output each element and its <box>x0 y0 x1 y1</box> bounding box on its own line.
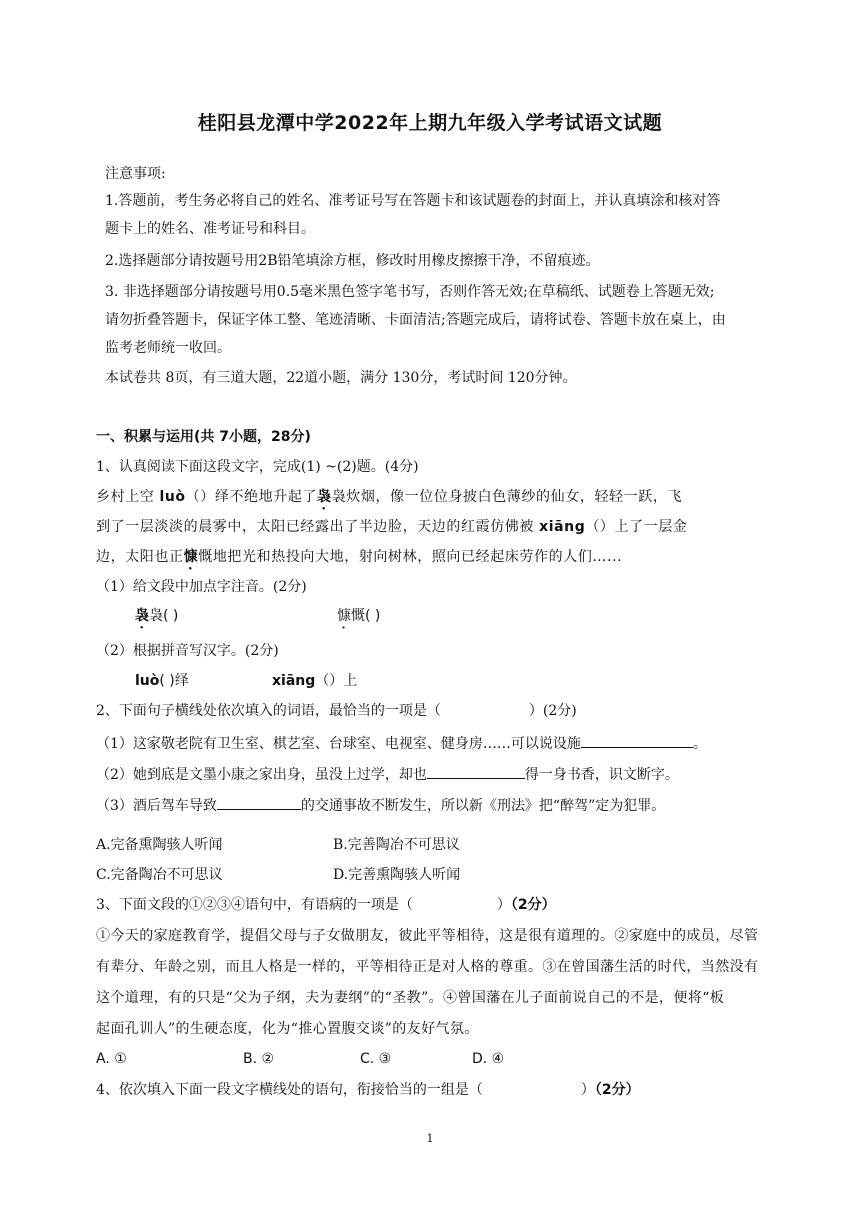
q2-sentence-text: 得一身书香，识文断字。 <box>524 767 679 783</box>
q3-option-c: C. ③ <box>360 1051 392 1067</box>
dotted-char: 慷 <box>337 608 351 624</box>
q3-passage-line-3: 这个道理，有的只是“父为子纲，夫为妻纲”的“圣教”。④曾国藩在儿子面前说自己的不是，便将“板 <box>96 990 725 1006</box>
q4-stem-text: 4、依次填入下面一段文字横线处的语句，衔接恰当的一组是（ <box>96 1082 483 1098</box>
q2-option-b: B.完善陶冶不可思议 <box>333 837 460 853</box>
q1-text: 边，太阳也正 <box>96 549 184 565</box>
q1-text: 袅炊烟，像一位位身披白色薄纱的仙女，轻轻一跃，飞 <box>331 489 683 505</box>
q1-text: 慨地把光和热投向大地，射向树林，照向已经起床劳作的人们…... <box>198 549 623 565</box>
page-title: 桂阳县龙潭中学2022年上期九年级入学考试语文试题 <box>197 112 663 134</box>
q2-sentence-text: （2）她到底是文墨小康之家出身，虽没上过学，却也 <box>96 767 427 783</box>
section-1-heading: 一、积累与运用(共 7小题，28分) <box>96 429 311 445</box>
notice-item-3-line-2: 请勿折叠答题卡，保证字体工整、笔迹清晰、卡面清洁;答题完成后，请将试卷、答题卡放在桌上，由 <box>105 312 726 328</box>
fill-blank <box>427 764 525 779</box>
q1-text: 乡村上空 <box>96 489 160 505</box>
q3-passage-line-4: 起面孔训人”的生硬态度，化为“推心置腹交谈”的友好气氛。 <box>96 1021 479 1037</box>
q1-stem: 1、认真阅读下面这段文字，完成(1) ~(2)题。(4分) <box>96 459 419 475</box>
notice-summary: 本试卷共 8页，有三道大题，22道小题，满分 130分，考试时间 120分钟。 <box>105 370 577 386</box>
pinyin-xiang: xiāng <box>272 673 316 689</box>
notice-item-1-line-1: 1.答题前，考生务必将自己的姓名、准考证号写在答题卡和该试题卷的封面上，并认真填涂和核对答 <box>105 193 721 209</box>
dotted-char: 慷 <box>183 549 199 565</box>
q3-stem-score: （2分） <box>510 897 556 913</box>
pinyin-luo: luò <box>159 489 186 505</box>
q2-sentence-1 <box>96 733 707 753</box>
q1-passage-line-3 <box>96 548 622 573</box>
q2-option-d: D.完善熏陶骇人听闻 <box>333 867 461 883</box>
answer-blank: 袅( ) <box>149 608 179 624</box>
q1-sub-1: （1）给文段中加点字注音。(2分) <box>96 579 307 595</box>
q3-stem <box>96 896 556 914</box>
q1-sub-1-word-1 <box>135 607 178 632</box>
q1-sub-2-word-1 <box>135 672 189 690</box>
q1-sub-2-word-2 <box>272 672 357 690</box>
q1-text: 到了一层淡淡的晨雾中，太阳已经露出了半边脸，天边的红霞仿佛被 <box>96 519 540 535</box>
answer-blank: 慨( ) <box>351 608 381 624</box>
answer-blank: （）上 <box>315 673 358 689</box>
page-number: 1 <box>426 1132 434 1145</box>
q3-passage-line-1: ①今天的家庭教育学，提倡父母与子女做朋友，彼此平等相待，这是很有道理的。②家庭中的成员，尽管 <box>96 928 759 944</box>
q2-option-c: C.完备陶冶不可思议 <box>96 867 223 883</box>
q1-passage-line-1 <box>96 488 682 513</box>
q3-stem-paren: ） <box>496 897 511 913</box>
q1-sub-2: （2）根据拼音写汉字。(2分) <box>96 643 279 659</box>
q4-stem-score: （2分） <box>594 1082 640 1098</box>
q2-stem-score: ）(2分) <box>528 703 577 719</box>
q2-sentence-3 <box>96 795 665 815</box>
q2-option-a: A.完备熏陶骇人听闻 <box>96 837 223 853</box>
dotted-char: 袅 <box>317 489 332 505</box>
q4-stem-paren: ） <box>580 1082 595 1098</box>
q1-passage-line-2 <box>96 518 688 536</box>
q2-stem-text: 2、下面句子横线处依次填入的词语，最恰当的一项是（ <box>96 703 441 719</box>
q3-option-d: D. ④ <box>472 1051 505 1067</box>
fill-blank <box>581 733 693 748</box>
q3-option-b: B. ② <box>243 1051 275 1067</box>
q1-text: （）上了一层金 <box>585 519 688 535</box>
q2-sentence-text: 的交通事故不断发生，所以新《刑法》把“醉驾”定为犯罪。 <box>300 798 666 814</box>
q2-sentence-text: （1）这家敬老院有卫生室、棋艺室、台球室、电视室、健身房……可以说设施 <box>96 736 581 752</box>
q2-sentence-text: （3）酒后驾车导致 <box>96 798 217 814</box>
q3-stem-text: 3、下面文段的①②③④语句中，有语病的一项是（ <box>96 897 413 913</box>
q2-sentence-text: 。 <box>692 736 707 752</box>
q3-passage-line-2: 有辈分、年龄之别，而且人格是一样的，平等相待正是对人格的尊重。③在曾国藩生活的时代，当然没有 <box>96 959 759 975</box>
notice-item-1-line-2: 题卡上的姓名、准考证号和科目。 <box>105 221 315 237</box>
answer-blank: ( )绎 <box>159 673 189 689</box>
q2-stem <box>96 702 577 720</box>
fill-blank <box>217 795 301 810</box>
dotted-char: 袅 <box>135 608 149 624</box>
q4-stem <box>96 1081 640 1099</box>
notice-heading: 注意事项: <box>105 166 166 182</box>
notice-item-3-line-1: 3. 非选择题部分请按题号用0.5毫米黑色签字笔书写，否则作答无效;在草稿纸、试题卷上答题无效; <box>105 284 715 300</box>
q2-sentence-2 <box>96 764 679 784</box>
notice-item-3-line-3: 监考老师统一收回。 <box>105 340 231 356</box>
q3-option-a: A. ① <box>96 1051 127 1067</box>
notice-item-2: 2.选择题部分请按题号用2B铅笔填涂方框，修改时用橡皮擦擦干净，不留痕迹。 <box>105 253 600 269</box>
q1-sub-1-word-2 <box>337 607 380 632</box>
pinyin-xiang: xiāng <box>539 519 586 535</box>
q1-text: （）绎不绝地升起了 <box>185 489 318 505</box>
pinyin-luo: luò <box>135 673 160 689</box>
